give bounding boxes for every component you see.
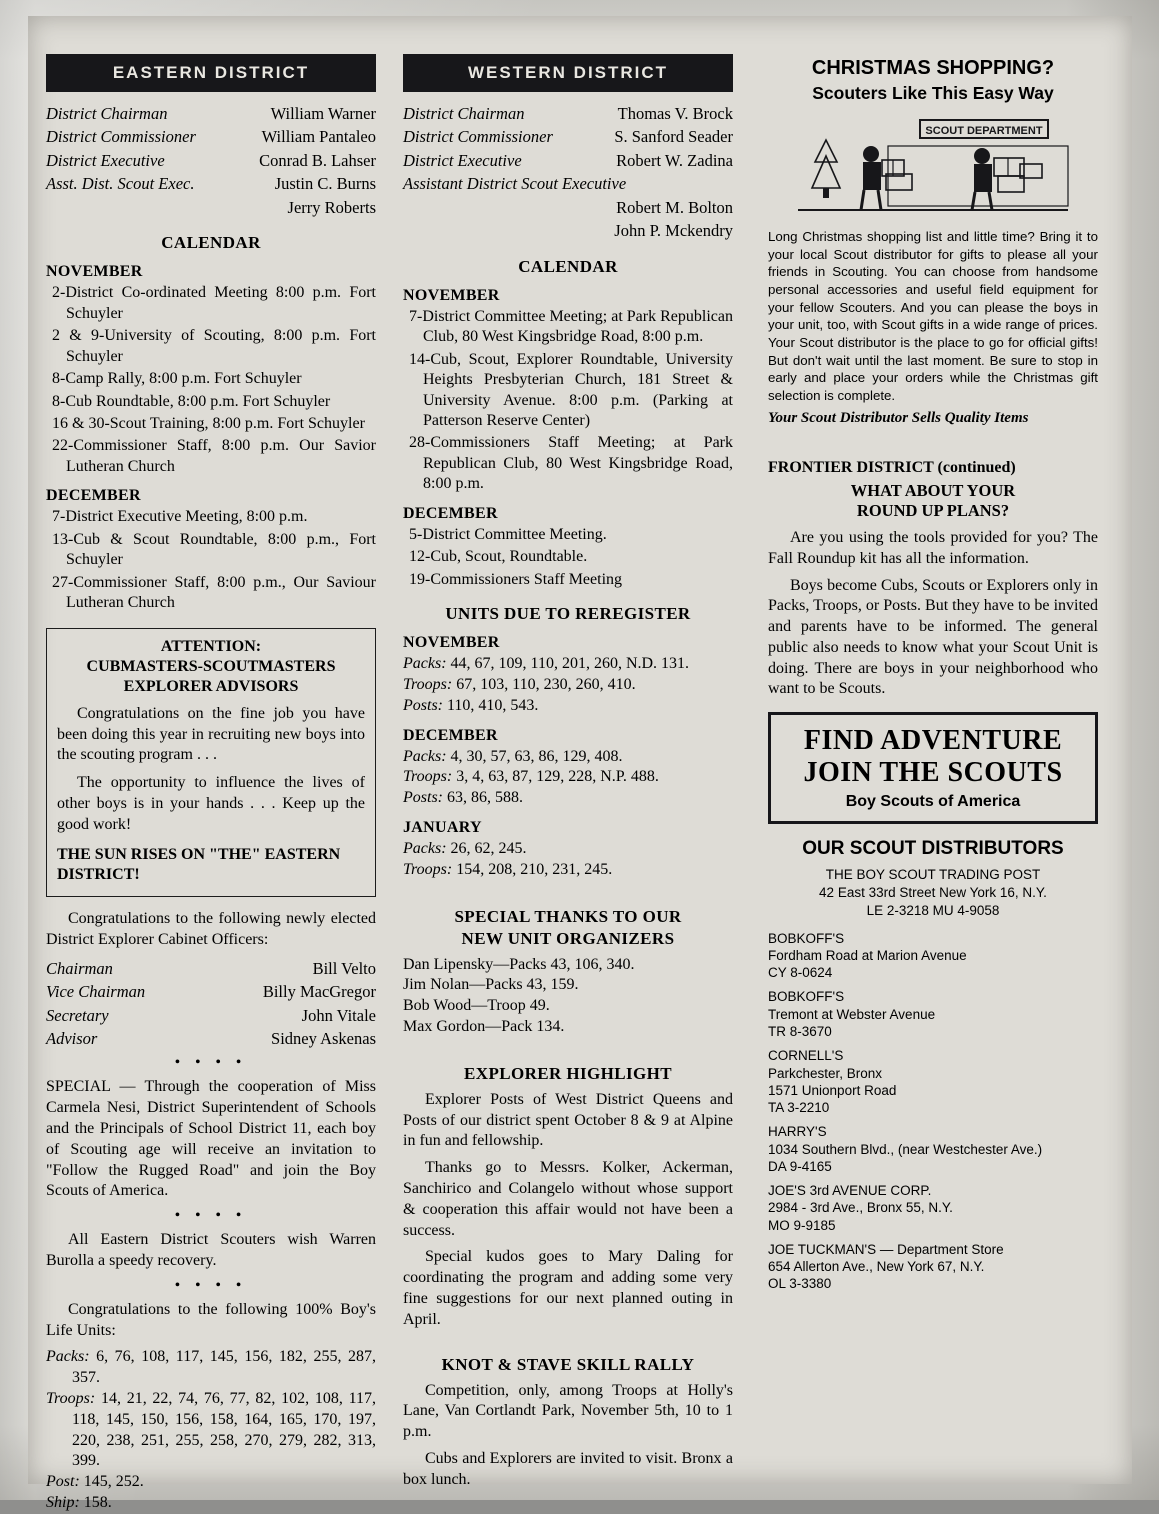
reregister-month-november: NOVEMBER (403, 634, 500, 652)
roster-row (46, 172, 376, 195)
distributor-name: BOBKOFF'S (768, 989, 845, 1005)
eastern-district-banner: EASTERN DISTRICT (46, 54, 376, 92)
western-month-december: DECEMBER (403, 504, 498, 522)
calendar-entry: 19-Commissioners Staff Meeting (409, 570, 623, 588)
reregister-posts-label: Posts: (403, 696, 443, 714)
attention-title-line2: CUBMASTERS-SCOUTMASTERS (86, 657, 336, 675)
cabinet-role: Advisor (46, 1029, 98, 1049)
roster-role (46, 196, 231, 219)
reregister-packs-label: Packs: (403, 655, 447, 673)
boys-life-packs-label: Packs: (46, 1348, 90, 1366)
distributor-entry (768, 1047, 1098, 1116)
calendar-entry: 8-Cub Roundtable, 8:00 p.m. Fort Schuyler (52, 392, 331, 410)
cabinet-name: Billy MacGregor (262, 982, 376, 1002)
roster-name: Justin C. Burns (274, 174, 376, 194)
roster-row (46, 149, 376, 172)
roster-name: Conrad B. Lahser (259, 150, 376, 170)
distributor-phone: MO 9-9185 (768, 1217, 836, 1233)
attention-paragraph-2: The opportunity to influence the lives of other boys is in your hands . . . Keep up the good work! (57, 774, 365, 833)
christmas-ad-title-line1: CHRISTMAS SHOPPING? (811, 57, 1055, 79)
reregister-posts-value: 63, 86, 588. (447, 789, 523, 807)
organizer-line: Max Gordon—Pack 134. (403, 1018, 565, 1036)
reregister-troops (403, 675, 733, 696)
distributor-phone: TR 8-3670 (768, 1023, 832, 1039)
attention-title-line3: EXPLORER ADVISORS (123, 677, 299, 695)
distributor-entry (768, 930, 1098, 982)
christmas-ad-title-line2: Scouters Like This Easy Way (812, 83, 1054, 103)
knot-stave-heading: KNOT & STAVE SKILL RALLY (441, 1354, 695, 1374)
christmas-ad-signature: Your Scout Distributor Sells Quality Items (768, 409, 1029, 426)
christmas-ad-copy (768, 228, 1098, 429)
distributor-entry (768, 1241, 1098, 1293)
cabinet-row (46, 957, 376, 980)
boys-life-troops (46, 1389, 376, 1472)
roundup-paragraph-1: Are you using the tools provided for you? The Fall Roundup kit has all the information. (768, 528, 1098, 567)
boys-life-post-label: Post: (46, 1473, 80, 1491)
boys-life-ship-label: Ship: (46, 1494, 80, 1512)
roster-role: District Executive (403, 150, 522, 170)
calendar-entry: 8-Camp Rally, 8:00 p.m. Fort Schuyler (52, 370, 302, 388)
reregister-posts (403, 696, 733, 717)
distributor-address: 654 Allerton Ave., New York 67, N.Y. (768, 1259, 985, 1275)
cabinet-name: Bill Velto (312, 958, 376, 978)
find-adventure-line1: FIND ADVENTURE (803, 725, 1063, 757)
roster-row (46, 196, 376, 219)
cabinet-role: Secretary (46, 1005, 109, 1025)
roster-role: District Commissioner (403, 127, 553, 147)
frontier-district-continued-heading: FRONTIER DISTRICT (continued) (768, 458, 1016, 476)
special-thanks-heading-line1: SPECIAL THANKS TO OUR (454, 906, 682, 926)
special-announcement: SPECIAL — Through the cooperation of Miss Carmela Nesi, District Superintendent of Schools and the Principals of School District 11, each boy of Scouting age will receive an invitation to "Follow the Rugged Road" and join the Boy Scouts of America. (46, 1078, 376, 1200)
section-divider-dots: • • • • (174, 1055, 248, 1071)
cabinet-row (46, 1004, 376, 1027)
featured-distributor (768, 866, 1098, 921)
explorer-paragraph-2: Thanks go to Messrs. Kolker, Ackerman, Sanchirico and Colangelo without whose support & cooperation this affair would not have been a success. (403, 1159, 733, 1239)
explorer-paragraph-3: Special kudos goes to Mary Daling for coordinating the program and adding some very fine suggestions for our next planned outing in April. (403, 1248, 733, 1328)
find-adventure-line3: Boy Scouts of America (845, 793, 1021, 810)
distributor-address: Fordham Road at Marion Avenue (768, 947, 967, 963)
find-adventure-ad (768, 712, 1098, 824)
distributor-name: HARRY'S (768, 1124, 827, 1140)
find-adventure-line2: JOIN THE SCOUTS (803, 756, 1063, 788)
boys-life-packs (46, 1347, 376, 1389)
distributors-heading: OUR SCOUT DISTRIBUTORS (802, 838, 1064, 859)
organizer-line: Jim Nolan—Packs 43, 159. (403, 976, 579, 994)
explorer-cabinet-roster (46, 957, 376, 1051)
christmas-ad-body: Long Christmas shopping list and little time? Bring it to your local Scout distributor for gifts to please all your friends in Scouting. You can choose from handsome personal accessories and useful field equipment for your fellow Scouters. And you can please the boys in your unit, too, with Scout gifts in a wide range of prices. Your Scout distributor is the place to go for official gifts! But don't wait until the last moment. Be sure to stop in early and place your orders while the Christmas gift selection is complete. (768, 229, 1098, 404)
distributor-name: CORNELL'S (768, 1048, 844, 1064)
shoppers-illustration-svg (768, 110, 1098, 220)
featured-distributor-address: 42 East 33rd Street New York 16, N.Y. (819, 885, 1047, 901)
calendar-entry: 27-Commissioner Staff, 8:00 p.m., Our Saviour Lutheran Church (52, 573, 376, 612)
boys-life-intro: Congratulations to the following 100% Boy's Life Units: (46, 1300, 376, 1339)
reregister-packs-value: 44, 67, 109, 110, 201, 260, N.D. 131. (450, 655, 690, 673)
eastern-month-december: DECEMBER (46, 487, 141, 505)
reregister-troops-value: 3, 4, 63, 87, 129, 228, N.P. 488. (456, 768, 659, 786)
eastern-district-column (46, 54, 376, 1514)
roster-role: Assistant District Scout Executive (403, 174, 627, 194)
featured-distributor-phones: LE 2-3218 MU 4-9058 (866, 903, 1000, 919)
roster-role: District Executive (46, 150, 165, 170)
roster-name: Jerry Roberts (287, 197, 376, 217)
reregister-troops-label: Troops: (403, 860, 453, 878)
calendar-entry: 2 & 9-University of Scouting, 8:00 p.m. Fort Schuyler (52, 327, 376, 365)
roster-row (403, 196, 733, 219)
explorer-cabinet-intro: Congratulations to the following newly elected District Explorer Cabinet Officers: (46, 910, 376, 948)
boys-life-ship-value: 158. (83, 1494, 112, 1512)
cabinet-name: Sidney Askenas (271, 1029, 376, 1049)
eastern-calendar-heading: CALENDAR (161, 233, 261, 253)
reregister-troops-value: 67, 103, 110, 230, 260, 410. (456, 676, 636, 694)
distributor-entry (768, 988, 1098, 1040)
roster-row (46, 125, 376, 148)
calendar-entry: 7-District Committee Meeting; at Park Republican Club, 80 West Kingsbridge Road, 8:00 p.m. (409, 307, 733, 346)
distributor-name: JOE TUCKMAN'S — Department Store (768, 1241, 1004, 1257)
scout-department-illustration (768, 110, 1098, 220)
reregister-troops (403, 767, 733, 788)
reregister-troops-value: 154, 208, 210, 231, 245. (456, 860, 613, 878)
roundup-heading-line2: ROUND UP PLANS? (856, 501, 1010, 521)
organizer-line: Bob Wood—Troop 49. (403, 997, 550, 1015)
explorer-paragraph-1: Explorer Posts of West District Queens and Posts of our district spent October 8 & 9 at Alpine in fun and fellowship. (403, 1090, 733, 1150)
roster-row (403, 149, 733, 172)
reregister-packs-value: 26, 62, 245. (450, 840, 527, 858)
eastern-month-november: NOVEMBER (46, 263, 143, 281)
roster-row (403, 172, 733, 195)
section-divider-dots: • • • • (174, 1208, 248, 1224)
organizer-line: Dan Lipensky—Packs 43, 106, 340. (403, 955, 635, 973)
advertising-column (768, 54, 1098, 1300)
reregister-troops-label: Troops: (403, 768, 453, 786)
calendar-entry: 28-Commissioners Staff Meeting; at Park Republican Club, 80 West Kingsbridge Road, 8:00 p.m. (409, 434, 733, 493)
western-calendar-heading: CALENDAR (518, 256, 618, 276)
western-district-banner: WESTERN DISTRICT (403, 54, 733, 92)
calendar-entry: 13-Cub & Scout Roundtable, 8:00 p.m., Fort Schuyler (52, 530, 376, 569)
reregister-packs-label: Packs: (403, 747, 447, 765)
cabinet-role: Vice Chairman (46, 982, 146, 1002)
reregister-packs (403, 839, 733, 860)
reregister-posts (403, 788, 733, 809)
boys-life-ship (46, 1493, 376, 1514)
eastern-district-roster (46, 102, 376, 219)
roundup-paragraph-2: Boys become Cubs, Scouts or Explorers only in Packs, Troops, or Posts. But they have to be invited and parents have to be informed. The general public also needs to know what your Scout Unit is doing. There are boys in your neighborhood who want to be Scouts. (768, 576, 1098, 698)
explorer-highlight-heading: EXPLORER HIGHLIGHT (464, 1063, 672, 1083)
calendar-entry: 5-District Committee Meeting. (409, 525, 607, 543)
boys-life-post (46, 1472, 376, 1493)
roster-name: Thomas V. Brock (617, 104, 733, 123)
distributor-address: 2984 - 3rd Ave., Bronx 55, N.Y. (768, 1200, 953, 1216)
roster-name: Robert M. Bolton (616, 197, 733, 217)
roster-role: Asst. Dist. Scout Exec. (46, 174, 195, 194)
distributor-phone: DA 9-4165 (768, 1158, 832, 1174)
distributor-entry (768, 1123, 1098, 1175)
reregister-troops-label: Troops: (403, 676, 453, 694)
boys-life-troops-label: Troops: (46, 1390, 96, 1408)
distributor-address: Parkchester, Bronx (768, 1065, 883, 1081)
featured-distributor-name: THE BOY SCOUT TRADING POST (825, 867, 1041, 882)
distributor-entry (768, 1182, 1098, 1234)
units-reregister-heading: UNITS DUE TO REREGISTER (445, 604, 691, 624)
distributor-name: JOE'S 3rd AVENUE CORP. (768, 1183, 932, 1199)
calendar-entry: 14-Cub, Scout, Explorer Roundtable, University Heights Presbyterian Church, 181 Street & University Avenue. 8:00 p.m. (Parking at Patterson Reserve Center) (409, 350, 733, 429)
calendar-entry: 2-District Co-ordinated Meeting 8:00 p.m. Fort Schuyler (52, 284, 376, 322)
distributor-address: Tremont at Webster Avenue (768, 1006, 936, 1022)
distributor-address: 1034 Southern Blvd., (near Westchester Ave.) (768, 1141, 1043, 1157)
cabinet-role: Chairman (46, 958, 113, 978)
roster-name: John P. Mckendry (614, 221, 733, 241)
roster-name: William Pantaleo (261, 127, 376, 147)
roster-name: S. Sanford Seader (614, 127, 733, 147)
reregister-packs-label: Packs: (403, 840, 447, 858)
boys-life-packs-value: 6, 76, 108, 117, 145, 156, 182, 255, 287, 357. (72, 1348, 376, 1387)
reregister-posts-value: 110, 410, 543. (447, 696, 539, 714)
western-district-roster (403, 102, 733, 243)
calendar-entry: 22-Commissioner Staff, 8:00 p.m. Our Savior Lutheran Church (52, 437, 376, 475)
roster-row (403, 102, 733, 125)
distributor-phone: OL 3-3380 (768, 1276, 832, 1292)
reregister-posts-label: Posts: (403, 789, 443, 807)
boys-life-troops-value: 14, 21, 22, 74, 76, 77, 82, 102, 108, 117, 118, 145, 150, 156, 158, 164, 165, 170, 197, 220, 238, 251, 255, 258, 270, 279, 282, 313, 399. (72, 1390, 377, 1470)
attention-box (46, 628, 376, 897)
calendar-entry: 7-District Executive Meeting, 8:00 p.m. (52, 508, 308, 526)
roster-row (403, 125, 733, 148)
calendar-entry: 16 & 30-Scout Training, 8:00 p.m. Fort Schuyler (52, 415, 365, 432)
distributor-phone: TA 3-2210 (768, 1100, 830, 1116)
distributor-phone: CY 8-0624 (768, 965, 833, 981)
reregister-packs (403, 747, 733, 768)
distributor-address-2: 1571 Unionport Road (768, 1082, 897, 1098)
roster-role: District Commissioner (46, 127, 196, 147)
western-month-november: NOVEMBER (403, 286, 500, 304)
reregister-troops (403, 860, 733, 881)
roster-role: District Chairman (46, 104, 168, 123)
roster-name: Robert W. Zadina (616, 150, 733, 170)
roundup-heading-line1: WHAT ABOUT YOUR (850, 480, 1016, 500)
cabinet-name: John Vitale (301, 1005, 376, 1025)
roster-role: District Chairman (403, 104, 525, 123)
calendar-entry: 12-Cub, Scout, Roundtable. (409, 548, 588, 566)
reregister-month-january: JANUARY (403, 819, 482, 837)
reregister-packs (403, 654, 733, 675)
distributor-name: BOBKOFF'S (768, 930, 845, 946)
cabinet-row (46, 1027, 376, 1050)
knot-paragraph-1: Competition, only, among Troops at Holly's Lane, Van Cortlandt Park, November 5th, 10 to 1 p.m. (403, 1381, 733, 1441)
roster-row (46, 102, 376, 125)
roster-name: William Warner (270, 104, 376, 123)
section-divider-dots: • • • • (174, 1277, 248, 1293)
scout-department-sign-text: SCOUT DEPARTMENT (925, 125, 1043, 137)
knot-paragraph-2: Cubs and Explorers are invited to visit. Bronx a box lunch. (403, 1449, 733, 1488)
boys-life-post-value: 145, 252. (83, 1473, 144, 1491)
newsletter-page (28, 16, 1132, 1512)
reregister-month-december: DECEMBER (403, 726, 498, 744)
attention-title-line1: ATTENTION: (160, 637, 262, 655)
reregister-packs-value: 4, 30, 57, 63, 86, 129, 408. (450, 747, 623, 765)
speedy-recovery-note: All Eastern District Scouters wish Warren Burolla a speedy recovery. (46, 1231, 376, 1270)
special-thanks-heading-line2: NEW UNIT ORGANIZERS (461, 928, 675, 948)
roster-row (403, 219, 733, 242)
attention-closing: THE SUN RISES ON "THE" EASTERN DISTRICT! (57, 845, 341, 884)
western-district-column (403, 54, 733, 1497)
cabinet-row (46, 980, 376, 1003)
attention-paragraph-1: Congratulations on the fine job you have been doing this year in recruiting new boys into the scouting program . . . (57, 704, 365, 764)
